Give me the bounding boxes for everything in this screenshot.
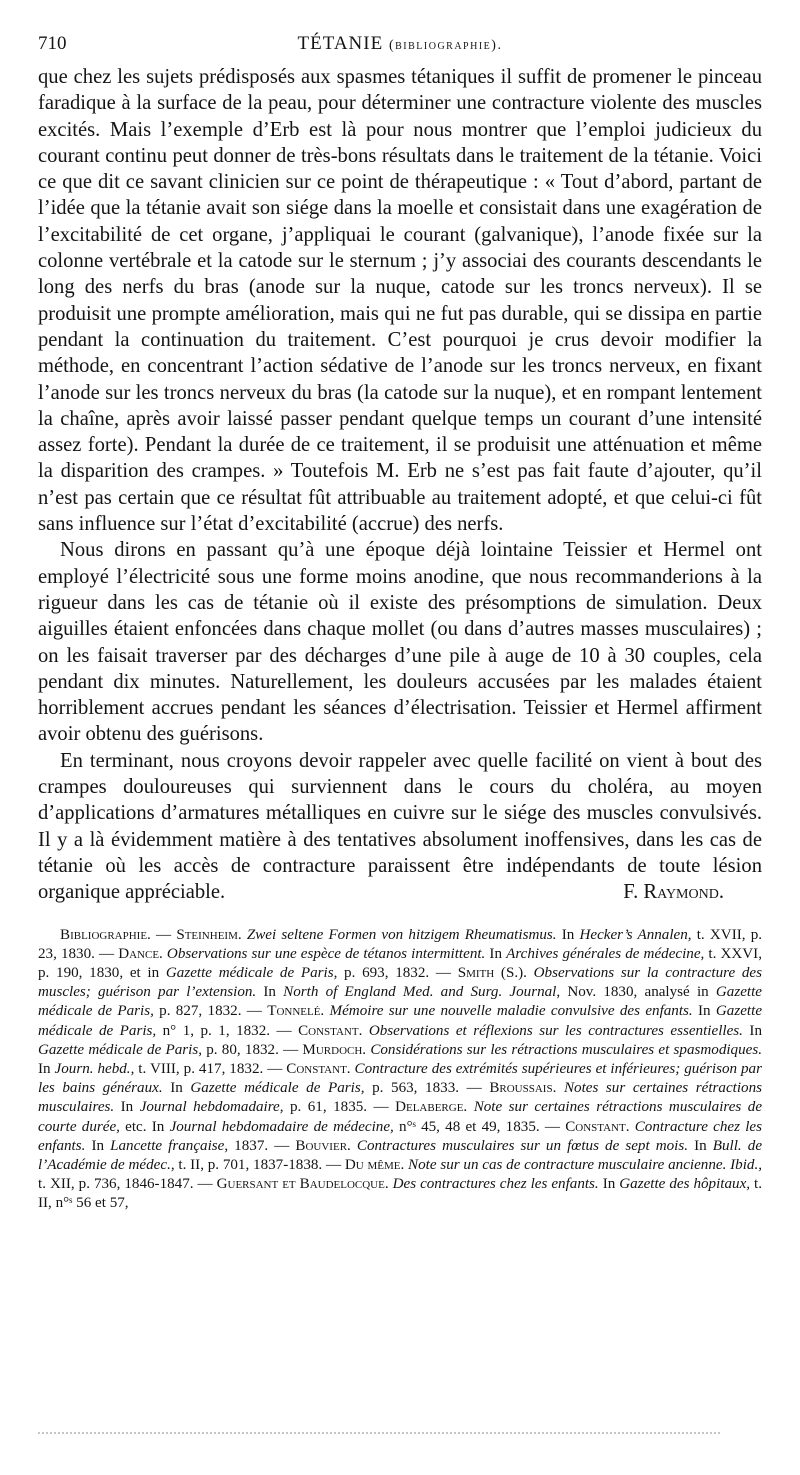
bibliography-text: n°ˢ 45, 48 et 49, 1835. — — [393, 1118, 566, 1135]
bibliography-title: Bull. de l’Académie de médec., — [38, 1137, 763, 1173]
bibliography — [38, 926, 762, 1214]
bibliography-title: Note sur un cas de contracture musculaire ancienne. Ibid., — [408, 1156, 762, 1173]
bibliography-text: t. II, p. 701, 1837-1838. — — [174, 1156, 345, 1173]
bibliography-text: p. 61, 1835. — — [283, 1099, 396, 1116]
bibliography-title: Mémoire sur une nouvelle maladie convulsive des enfants. — [329, 1003, 693, 1020]
bibliography-text: etc. In — [119, 1118, 170, 1135]
bibliography-title: Gazette médicale de Paris, — [165, 964, 338, 981]
bibliography-author: Bouvier. — [295, 1137, 351, 1154]
bibliography-text: In — [85, 1137, 111, 1154]
signature-name: Raymond. — [643, 881, 724, 904]
running-title — [38, 28, 762, 62]
bibliography-text: t. II, n°ˢ 56 et 57, — [38, 1176, 763, 1212]
bibliography-author: Steinheim. — [176, 926, 242, 943]
bibliography-title: North of England Med. and Surg. Journal, — [283, 984, 561, 1001]
bibliography-author: Constant. — [286, 1060, 351, 1077]
bibliography-author: Du même. — [344, 1156, 405, 1173]
bibliography-title: Lancette française, — [110, 1137, 229, 1154]
running-title-subtitle: (bibliographie). — [388, 38, 503, 53]
bibliography-text: p. 80, 1832. — — [202, 1041, 303, 1058]
bibliography-author: Delaberge. — [395, 1099, 468, 1116]
bibliography-title: Gazette médicale de Paris, — [38, 984, 762, 1020]
bibliography-title: Contracture des extrémités supérieures et inférieures; guérison par les bains généraux. — [38, 1060, 762, 1097]
bibliography-author: Bibliographie. — [60, 926, 151, 943]
bibliography-text: In — [692, 1003, 716, 1020]
bibliography-text: In — [114, 1099, 140, 1116]
bibliography-text: In — [485, 945, 507, 962]
bibliography-title: Gazette médicale de Paris, — [38, 1003, 763, 1039]
bibliography-title: Archives générales de médecine, — [506, 945, 705, 962]
bibliography-title: Note sur certaines rétractions musculaires de courte durée, — [38, 1099, 763, 1135]
page-header — [38, 28, 762, 60]
bibliography-title: Gazette médicale de Paris, — [38, 1041, 203, 1058]
bibliography-title: Zwei seltene Formen von hitzigem Rheumatismus. — [246, 926, 557, 943]
bibliography-author: Dance. — [118, 945, 163, 962]
bibliography-text: 1837. — — [228, 1137, 296, 1154]
bibliography-title: Contractures musculaires sur un fœtus de sept mois. — [356, 1137, 689, 1154]
bibliography-title: Des contractures chez les enfants. — [392, 1176, 599, 1193]
bibliography-title: Hecker’s Annalen, — [579, 926, 692, 943]
bibliography-text: In — [688, 1137, 713, 1154]
bibliography-text: Nov. 1830, analysé in — [560, 984, 716, 1001]
bibliography-text: — — [150, 926, 177, 943]
bibliography-title: Observations sur la contracture des muscles; guérison par l’extension. — [38, 964, 762, 1001]
bibliography-text: In — [162, 1080, 191, 1097]
bibliography-text: n° 1, p. 1, 1832. — — [156, 1022, 299, 1039]
bibliography-text: In — [38, 1060, 55, 1077]
signature-initial: F. — [623, 881, 639, 904]
bibliography-title: Gazette médicale de Paris, — [190, 1080, 365, 1097]
bibliography-author: Constant. — [565, 1118, 630, 1135]
bibliography-text — [527, 965, 534, 981]
bibliography-text: In — [742, 1022, 762, 1039]
bibliography-text: p. 563, 1833. — — [364, 1080, 490, 1097]
paragraph-3: En terminant, nous croyons devoir rappeler avec quelle facilité on vient à bout des crampes douloureuses qui surviennent dans le cours du choléra, au moyen d’applications d’armatures métalliques en cuivre sur le siége des muscles convulsivés. Il y a là évidemment matière à des tentatives absolument inoffensives, dans les cas de tétanie où les accès de contracture paraissent être indépendants de toute lésion organique appréciable. — [38, 749, 762, 904]
bibliography-text: t. VIII, p. 417, 1832. — — [134, 1060, 287, 1077]
bibliography-author: Constant. — [298, 1022, 363, 1039]
bibliography-title: Journ. hebd., — [54, 1060, 135, 1077]
running-title-main: TÉTANIE — [297, 33, 384, 54]
paragraph-2: Nous dirons en passant qu’à une époque déjà lointaine Teissier et Hermel ont employé l’électricité sous une forme moins anodine, que nous recommanderions à la rigueur dans les cas de tétanie où il existe des présomptions de simulation. Deux aiguilles étaient enfoncées dans chaque mollet (ou dans d’autres masses musculaires) ; on les faisait traverser par des décharges d’une pile à auge de 10 à 30 couples, cela pendant dix minutes. Naturellement, les douleurs accusées par les malades étaient horriblement accrues pendant les séances d’électrisation. Teissier et Hermel affirment avoir obtenu des guérisons. — [38, 539, 762, 746]
bibliography-text: t. XVII, p. 23, 1830. — — [38, 926, 763, 962]
bibliography-text: In — [556, 926, 580, 943]
bibliography-title: Journal hebdomadaire, — [139, 1099, 284, 1116]
bibliography-text: p. 693, 1832. — — [337, 964, 458, 981]
bibliography-title: Contracture chez les enfants. — [38, 1118, 762, 1154]
bibliography-title: Observations et réflexions sur les contractures essentielles. — [368, 1022, 743, 1039]
bibliography-title: Observations sur une espèce de tétanos intermittent. — [166, 945, 486, 962]
bibliography-title: Gazette des hôpitaux, — [619, 1176, 751, 1193]
bibliography-text: t. XII, p. 736, 1846-1847. — — [38, 1176, 217, 1193]
bibliography-author: Broussais. — [489, 1080, 557, 1097]
bibliography-author: Smith (S.). — [457, 964, 527, 981]
bibliography-author: Murdoch. — [302, 1041, 367, 1058]
bibliography-title: Journal hebdomadaire de médecine, — [169, 1118, 394, 1135]
bibliography-author: Tonnelé. — [267, 1003, 325, 1020]
bibliography-title: Notes sur certaines rétractions musculaires. — [38, 1080, 762, 1116]
bibliography-author: Guersant et Baudelocque. — [216, 1176, 389, 1193]
bibliography-text: In — [598, 1176, 620, 1193]
bibliography-text — [556, 1080, 564, 1096]
bibliography-text: In — [256, 984, 284, 1001]
body-text — [38, 64, 762, 906]
paragraph-1: que chez les sujets prédisposés aux spasmes tétaniques il suffit de promener le pinceau faradique à la surface de la peau, pour déterminer une contracture violente des muscles excités. Mais l’exemple d’Erb est là pour nous montrer que l’emploi judicieux du courant continu peut donner de très-bons résultats dans le traitement de la tétanie. Voici ce que dit ce savant clinicien sur ce point de thérapeutique : « Tout d’abord, partant de l’idée que la tétanie avait son siége dans la moelle et consistait dans une exagération de l’excitabilité de cet organe, j’appliquai le courant (galvanique), l’anode fixée sur la colonne vertébrale et la catode sur le sternum ; j’y associai des courants descendants le long des nerfs du bras (anode sur la nuque, catode sur les troncs nerveux). Il se produisit une prompte amélioration, mais qui ne fut pas durable, qui se dissipa en partie pendant la continuation du traitement. C’est pourquoi je crus devoir modifier la méthode, en concentrant l’action sédative de l’anode sur les troncs nerveux, en fixant l’anode sur les troncs nerveux du bras (la catode sur la nuque), et en rompant lentement la chaîne, après avoir laissé passer pendant quelque temps un courant d’une intensité assez forte). Pendant la durée de ce traitement, il se produisit une atténuation et même la disparition des crampes. » Toutefois M. Erb ne s’est pas fait faute d’ajouter, qu’il n’est pas certain que ce résultat fût attribuable au traitement adopté, et que celui-ci fût sans influence sur l’état d’excitabilité (accrue) des nerfs. — [38, 66, 762, 536]
bibliography-text: p. 827, 1832. — — [153, 1003, 268, 1020]
footer-dotted-rule — [38, 1432, 720, 1440]
bibliography-title: Considérations sur les rétractions musculaires et spasmodiques. — [370, 1041, 763, 1058]
bibliography-text: t. XXVI, p. 190, 1830, et in — [38, 945, 762, 981]
page-number: 710 — [38, 33, 67, 54]
